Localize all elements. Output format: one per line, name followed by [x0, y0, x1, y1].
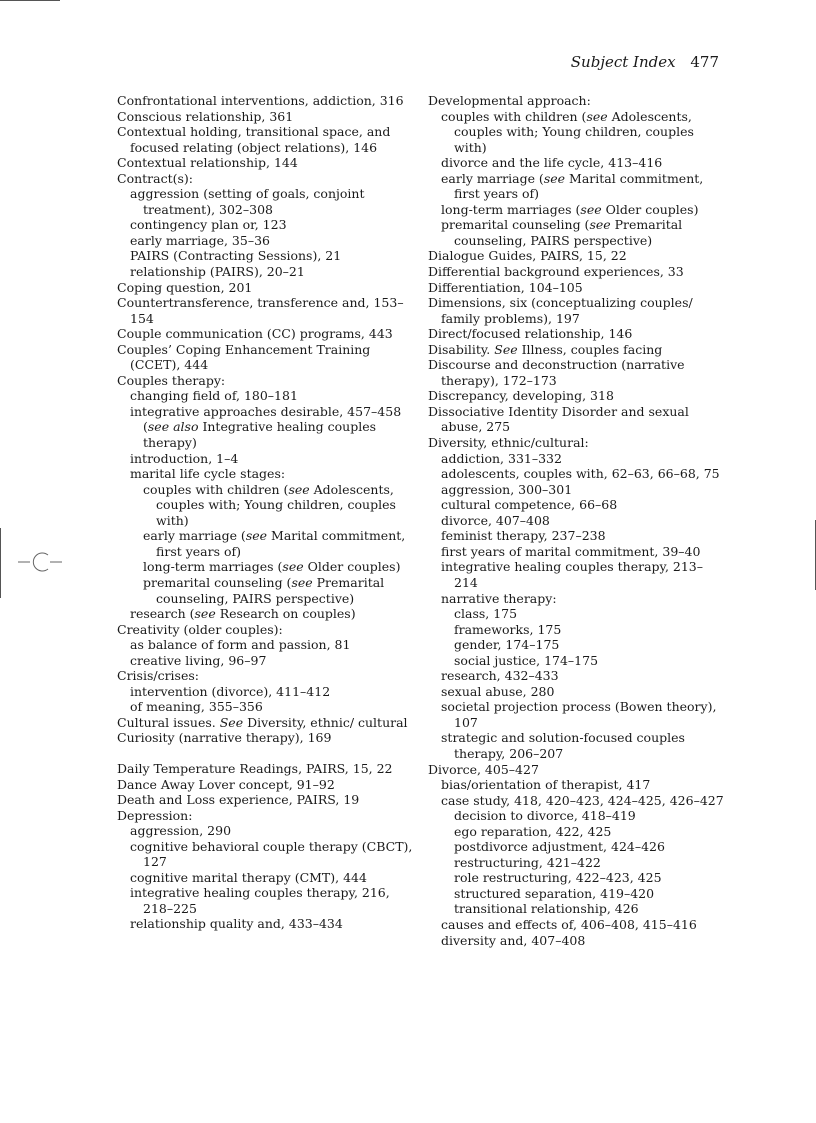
index-subentry: [117, 528, 413, 559]
entry-text: cultural competence, 66–68: [441, 497, 618, 513]
index-subentry: [428, 622, 724, 638]
entry-text: Differential background experiences, 33: [428, 264, 684, 280]
entry-text: aggression (setting of goals, conjoint treatment), 302–308: [130, 186, 365, 217]
entry-text: Diversity, ethnic/cultural:: [428, 435, 589, 451]
entry-text: Direct/focused relationship, 146: [428, 326, 633, 342]
entry-text: frameworks, 175: [454, 621, 562, 637]
crop-mark-top: [0, 0, 60, 1]
index-entry: [117, 280, 413, 296]
entry-text: divorce, 407–408: [441, 512, 550, 528]
entry-text: feminist therapy, 237–238: [441, 528, 606, 544]
entry-text: marital life cycle stages:: [130, 466, 286, 482]
index-subentry: [117, 823, 413, 839]
entry-text: transitional relationship, 426: [454, 901, 639, 917]
entry-text: premarital counseling (: [143, 574, 292, 590]
entry-text: social justice, 174–175: [454, 652, 599, 668]
registration-mark-icon: [18, 548, 62, 576]
entry-text: Older couples): [601, 201, 699, 217]
index-entry: [117, 155, 413, 171]
index-subentry: [117, 264, 413, 280]
index-entry: [117, 668, 413, 684]
entry-text: Integrative healing couples therapy): [143, 419, 377, 451]
index-subentry: [428, 217, 724, 248]
entry-text: Creativity (older couples):: [117, 621, 283, 637]
page-number: 477: [690, 53, 719, 71]
index-entry: [117, 808, 413, 824]
entry-text: ego reparation, 422, 425: [454, 823, 612, 839]
index-subentry: [117, 248, 413, 264]
index-subentry: [117, 451, 413, 467]
entry-text: Older couples): [303, 559, 401, 575]
index-entry: [117, 326, 413, 342]
entry-text: early marriage (: [143, 528, 246, 544]
entry-text: addiction, 331–332: [441, 450, 562, 466]
entry-text: intervention (divorce), 411–412: [130, 683, 331, 699]
index-subentry: [428, 171, 724, 202]
entry-text: Contextual holding, transitional space, and focused relating (object relations), 146: [117, 124, 391, 155]
index-entry: [117, 792, 413, 808]
entry-text: integrative approaches desirable, 457–458 (: [130, 403, 402, 435]
index-entry: [428, 264, 724, 280]
index-subentry: [428, 497, 724, 513]
entry-text: Couples therapy:: [117, 372, 226, 388]
index-subentry: [428, 808, 724, 824]
index-subentry: [428, 451, 724, 467]
index-entry: [428, 93, 724, 109]
entry-text: role restructuring, 422–423, 425: [454, 870, 662, 886]
entry-text: long-term marriages (: [441, 201, 581, 217]
entry-text: premarital counseling (: [441, 217, 590, 233]
index-entry: [428, 435, 724, 451]
index-subentry: [428, 513, 724, 529]
cross-reference-term: see: [543, 170, 566, 186]
index-subentry: [428, 839, 724, 855]
cross-reference-term: see also: [147, 419, 199, 435]
entry-text: relationship (PAIRS), 20–21: [130, 264, 305, 280]
index-subentry: [117, 637, 413, 653]
index-subentry: [428, 933, 724, 949]
index-entry: [428, 326, 724, 342]
entry-text: Marital commitment, first years of): [156, 528, 406, 559]
entry-text: Discrepancy, developing, 318: [428, 388, 614, 404]
index-subentry: [117, 575, 413, 606]
index-entry: [117, 730, 413, 746]
entry-text: cognitive marital therapy (CMT), 444: [130, 869, 367, 885]
index-entry: [117, 715, 413, 731]
entry-text: Cultural issues.: [117, 714, 220, 730]
index-subentry: [117, 606, 413, 622]
entry-text: aggression, 300–301: [441, 481, 573, 497]
index-entry: [117, 622, 413, 638]
index-subentry: [428, 793, 724, 809]
entry-text: couples with children (: [441, 108, 587, 124]
index-subentry: [428, 901, 724, 917]
entry-text: creative living, 96–97: [130, 652, 267, 668]
entry-text: case study, 418, 420–423, 424–425, 426–427: [441, 792, 724, 808]
index-subentry: [428, 559, 724, 590]
entry-text: postdivorce adjustment, 424–426: [454, 839, 665, 855]
entry-text: Contextual relationship, 144: [117, 155, 298, 171]
index-subentry: [117, 870, 413, 886]
entry-text: integrative healing couples therapy, 213–214: [441, 559, 703, 590]
cross-reference-term: see: [589, 217, 611, 233]
index-subentry: [117, 404, 413, 451]
index-entry: [117, 124, 413, 155]
index-subentry: [428, 777, 724, 793]
index-subentry: [117, 388, 413, 404]
cross-reference-term: see: [291, 574, 313, 590]
index-entry: [428, 280, 724, 296]
cross-reference-term: See: [219, 714, 244, 730]
index-entry: [428, 248, 724, 264]
entry-text: Adolescents, couples with; Young children, couples with): [454, 108, 694, 155]
entry-text: Depression:: [117, 807, 193, 823]
entry-text: as balance of form and passion, 81: [130, 637, 351, 653]
entry-text: Dialogue Guides, PAIRS, 15, 22: [428, 248, 627, 264]
entry-text: decision to divorce, 418–419: [454, 808, 636, 824]
index-subentry: [117, 466, 413, 482]
index-subentry: [428, 855, 724, 871]
index-subentry: [428, 886, 724, 902]
cross-reference-term: see: [580, 201, 602, 217]
index-subentry: [428, 466, 724, 482]
entry-text: bias/orientation of therapist, 417: [441, 777, 651, 793]
index-subentry: [117, 653, 413, 669]
index-subentry: [428, 637, 724, 653]
entry-text: aggression, 290: [130, 823, 232, 839]
index-subentry: [117, 217, 413, 233]
cross-reference-term: see: [282, 559, 304, 575]
index-subentry: [117, 684, 413, 700]
entry-text: Marital commitment, first years of): [454, 170, 704, 202]
index-entry: [428, 404, 724, 435]
index-entry: [117, 295, 413, 326]
entry-text: of meaning, 355–356: [130, 699, 263, 715]
cross-reference-term: see: [245, 528, 268, 544]
entry-text: Illness, couples facing: [517, 341, 663, 357]
index-subentry: [428, 606, 724, 622]
entry-text: Diversity, ethnic/ cultural: [243, 714, 408, 730]
entry-text: PAIRS (Contracting Sessions), 21: [130, 248, 342, 264]
index-entry: [428, 388, 724, 404]
entry-text: Developmental approach:: [428, 93, 591, 108]
entry-text: Research on couples): [215, 606, 356, 622]
index-subentry: [428, 109, 724, 156]
index-subentry: [117, 885, 413, 916]
entry-text: Death and Loss experience, PAIRS, 19: [117, 792, 360, 808]
entry-text: class, 175: [454, 606, 518, 622]
crop-mark-left: [0, 528, 1, 598]
index-subentry: [428, 155, 724, 171]
entry-text: adolescents, couples with, 62–63, 66–68, 75: [441, 466, 720, 482]
index-entry: [117, 761, 413, 777]
entry-text: Differentiation, 104–105: [428, 279, 583, 295]
index-subentry: [428, 668, 724, 684]
index-entry: [428, 342, 724, 358]
index-entry: [117, 109, 413, 125]
index-column-left: [117, 93, 413, 932]
entry-text: Daily Temperature Readings, PAIRS, 15, 22: [117, 760, 393, 776]
index-subentry: [428, 202, 724, 218]
index-column-right: [428, 93, 724, 948]
entry-text: changing field of, 180–181: [130, 388, 298, 404]
index-subentry: [117, 233, 413, 249]
entry-text: Disability.: [428, 341, 495, 357]
entry-text: Premarital counseling, PAIRS perspective): [156, 574, 385, 606]
index-subentry: [428, 544, 724, 560]
index-subentry: [428, 699, 724, 730]
entry-text: Contract(s):: [117, 170, 193, 186]
index-subentry: [428, 591, 724, 607]
index-entry: [117, 777, 413, 793]
entry-text: Crisis/crises:: [117, 668, 199, 684]
index-entry: [428, 295, 724, 326]
entry-text: couples with children (: [143, 481, 289, 497]
entry-text: introduction, 1–4: [130, 450, 239, 466]
index-subentry: [117, 839, 413, 870]
entry-text: early marriage, 35–36: [130, 232, 270, 248]
entry-text: Dance Away Lover concept, 91–92: [117, 776, 335, 792]
entry-text: gender, 174–175: [454, 637, 560, 653]
index-subentry: [117, 699, 413, 715]
entry-text: Dimensions, six (conceptualizing couples/ family problems), 197: [428, 295, 693, 326]
index-subentry: [117, 559, 413, 575]
entry-text: Countertransference, transference and, 153–154: [117, 295, 404, 326]
cross-reference-term: see: [586, 108, 608, 124]
index-subentry: [117, 482, 413, 529]
entry-text: Couple communication (CC) programs, 443: [117, 326, 393, 342]
entry-text: Confrontational interventions, addiction, 316: [117, 93, 404, 108]
entry-text: Premarital counseling, PAIRS perspective): [454, 217, 683, 248]
entry-text: restructuring, 421–422: [454, 854, 601, 870]
index-entry: [117, 93, 413, 109]
index-subentry: [428, 684, 724, 700]
entry-text: integrative healing couples therapy, 216, 218–225: [130, 885, 390, 916]
entry-text: Divorce, 405–427: [428, 761, 539, 777]
entry-text: cognitive behavioral couple therapy (CBCT), 127: [130, 838, 413, 870]
entry-text: sexual abuse, 280: [441, 683, 555, 699]
index-subentry: [428, 917, 724, 933]
section-gap: [117, 746, 413, 761]
entry-text: early marriage (: [441, 170, 544, 186]
running-title: Subject Index: [570, 53, 676, 71]
entry-text: Conscious relationship, 361: [117, 108, 294, 124]
entry-text: strategic and solution-focused couples therapy, 206–207: [441, 730, 685, 761]
index-subentry: [117, 186, 413, 217]
entry-text: structured separation, 419–420: [454, 885, 655, 901]
index-subentry: [428, 528, 724, 544]
entry-text: diversity and, 407–408: [441, 932, 586, 948]
index-subentry: [428, 482, 724, 498]
index-entry: [117, 373, 413, 389]
cross-reference-term: See: [494, 341, 518, 357]
entry-text: first years of marital commitment, 39–40: [441, 543, 701, 559]
entry-text: Adolescents, couples with; Young children, couples with): [156, 481, 396, 528]
entry-text: divorce and the life cycle, 413–416: [441, 155, 663, 171]
entry-text: Dissociative Identity Disorder and sexual abuse, 275: [428, 403, 689, 435]
cross-reference-term: see: [194, 606, 216, 622]
index-entry: [117, 342, 413, 373]
entry-text: Curiosity (narrative therapy), 169: [117, 730, 332, 746]
running-header: [571, 53, 719, 71]
index-entry: [428, 762, 724, 778]
index-subentry: [428, 870, 724, 886]
index-subentry: [117, 916, 413, 932]
entry-text: Discourse and deconstruction (narrative therapy), 172–173: [428, 357, 685, 388]
entry-text: causes and effects of, 406–408, 415–416: [441, 916, 697, 932]
index-subentry: [428, 824, 724, 840]
entry-text: research (: [130, 606, 195, 622]
entry-text: societal projection process (Bowen theory), 107: [441, 699, 717, 730]
entry-text: contingency plan or, 123: [130, 217, 287, 233]
entry-text: Couples’ Coping Enhancement Training (CCET), 444: [117, 341, 371, 373]
entry-text: narrative therapy:: [441, 590, 557, 606]
index-entry: [428, 357, 724, 388]
entry-text: long-term marriages (: [143, 559, 283, 575]
entry-text: Coping question, 201: [117, 279, 253, 295]
cross-reference-term: see: [288, 481, 310, 497]
entry-text: relationship quality and, 433–434: [130, 916, 343, 932]
index-subentry: [428, 730, 724, 761]
index-subentry: [428, 653, 724, 669]
index-entry: [117, 171, 413, 187]
entry-text: research, 432–433: [441, 668, 559, 684]
